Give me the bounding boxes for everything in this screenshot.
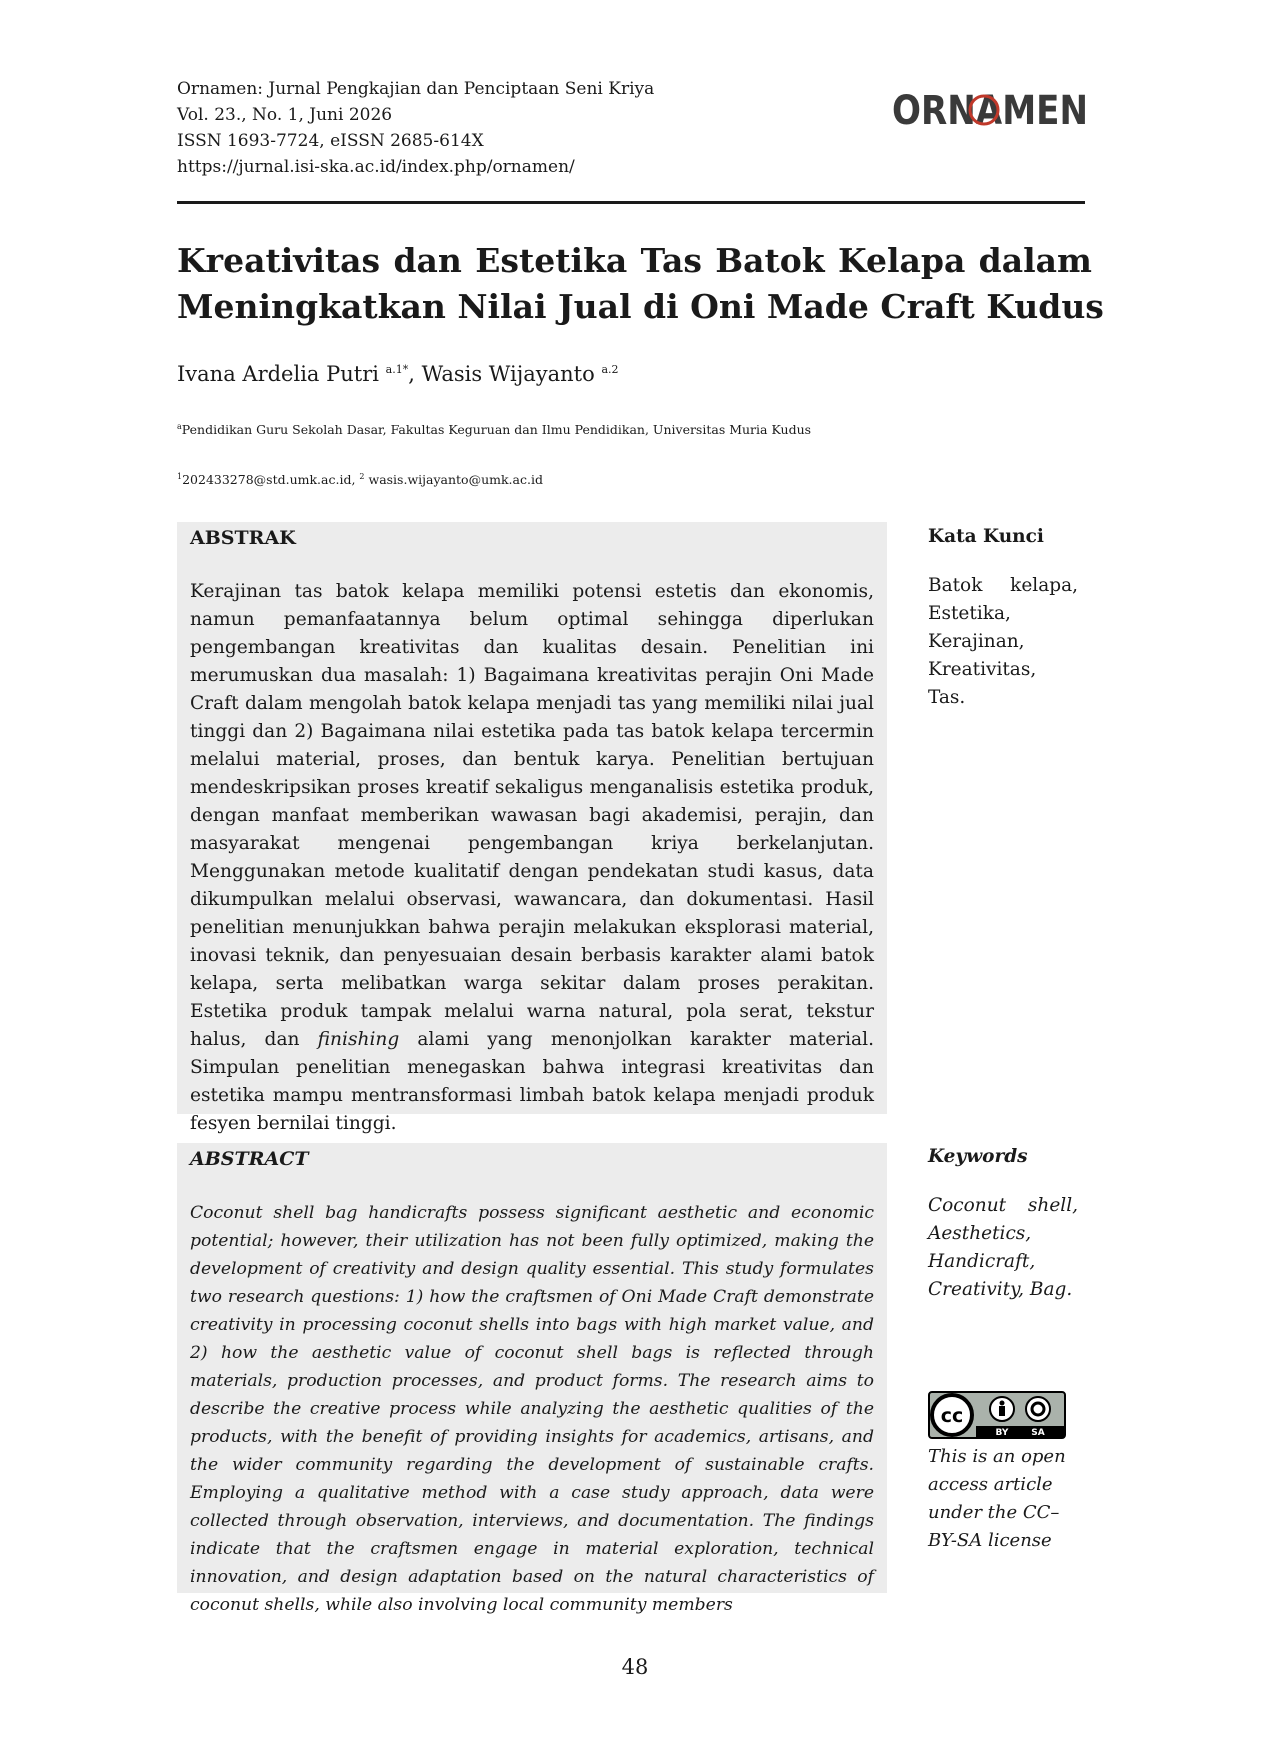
affiliation	[177, 422, 811, 437]
journal-name: Ornamen: Jurnal Pengkajian dan Penciptaan Seni Kriya	[177, 79, 655, 99]
title-line-1	[177, 238, 1092, 284]
email-mark: 1	[177, 472, 183, 481]
email-1[interactable]: 202433278@std.umk.ac.id,	[182, 472, 360, 488]
abstract-heading: ABSTRACT	[190, 1148, 309, 1170]
by-glyph: BY	[995, 1428, 1009, 1438]
abstrak-text-part: alami yang menonjolkan karakter material. Simpulan penelitian menegaskan bahwa integrasi kreativitas dan estetika mampu mentransformasi limbah batok kelapa menjadi produk fesyen bernilai tinggi.	[190, 1029, 874, 1134]
title-word: dalam	[978, 241, 1092, 280]
abstrak-text-part: Kerajinan tas batok kelapa memiliki potensi estetis dan ekonomis, namun pemanfaatannya belum optimal sehingga diperlukan pengembangan kreativitas dan kualitas desain. Penelitian ini merumuskan dua masalah: 1) Bagaimana kreativitas perajin Oni Made Craft dalam mengolah batok kelapa menjadi tas yang memiliki nilai jual tinggi dan 2) Bagaimana nilai estetika pada tas batok kelapa tercermin melalui material, proses, dan bentuk karya. Penelitian bertujuan mendeskripsikan proses kreatif sekaligus menganalisis estetika produk, dengan manfaat memberikan wawasan bagi akademisi, perajin, dan masyarakat mengenai pengembangan kriya berkelanjutan. Menggunakan metode kualitatif dengan pendekatan studi kasus, data dikumpulkan melalui observasi, wawancara, dan dokumentasi. Hasil penelitian menunjukkan bahwa perajin melakukan eksplorasi material, inovasi teknik, dan penyesuaian desain berbasis karakter alami batok kelapa, serta melibatkan warga sekitar dalam proses perakitan. Estetika produk tampak melalui warna natural, pola serat, tekstur halus, dan	[190, 581, 874, 1050]
author-affiliation-mark: a.1*	[385, 363, 409, 376]
kata-kunci-heading: Kata Kunci	[928, 526, 1044, 547]
kata-kunci-section	[928, 526, 1078, 712]
abstrak-heading: ABSTRAK	[190, 527, 296, 549]
author-emails	[177, 472, 543, 487]
affiliation-text: Pendidikan Guru Sekolah Dasar, Fakultas Keguruan dan Ilmu Pendidikan, Universitas Muria Kudus	[181, 422, 812, 438]
cc-glyph: cc	[940, 1405, 964, 1427]
abstrak-box	[177, 522, 887, 1134]
author-list	[177, 362, 619, 386]
title-word: Tas	[640, 241, 702, 280]
author-name: Ivana Ardelia Putri	[177, 362, 379, 386]
sa-glyph: SA	[1031, 1428, 1045, 1438]
journal-header	[177, 76, 654, 180]
affiliation-mark: a	[177, 422, 182, 431]
title-word: Kelapa	[838, 241, 966, 280]
logo-text: ORNAMEN	[892, 88, 1088, 134]
author-separator: ,	[408, 362, 422, 386]
license-text: This is an open access article under the CC–BY-SA license	[928, 1446, 1066, 1551]
author-name: Wasis Wijayanto	[421, 362, 595, 386]
title-word: Estetika	[475, 241, 628, 280]
keywords-heading: Keywords	[928, 1146, 1028, 1167]
paper-title	[177, 238, 1104, 330]
journal-url[interactable]: https://jurnal.isi-ska.ac.id/index.php/ornamen/	[177, 157, 575, 177]
kata-kunci-text: Batok kelapa, Estetika, Kerajinan, Kreativitas, Tas.	[928, 575, 1078, 708]
abstrak-italic-term: finishing	[317, 1029, 400, 1050]
abstrak-text	[190, 578, 874, 1138]
title-word: dan	[393, 241, 462, 280]
author-affiliation-mark: a.2	[601, 363, 619, 376]
keywords-text: Coconut shell, Aesthetics, Handicraft, Creativity, Bag.	[928, 1195, 1078, 1300]
email-mark: 2	[359, 472, 365, 481]
page-number: 48	[621, 1655, 649, 1679]
email-2[interactable]: wasis.wijayanto@umk.ac.id	[364, 472, 543, 488]
title-line-2: Meningkatkan Nilai Jual di Oni Made Craft Kudus	[177, 287, 1104, 326]
journal-issn: ISSN 1693-7724, eISSN 2685-614X	[177, 131, 484, 151]
journal-volume: Vol. 23., No. 1, Juni 2026	[177, 105, 393, 125]
cc-by-sa-badge-icon[interactable]	[928, 1391, 1066, 1439]
title-word: Batok	[715, 241, 825, 280]
keywords-section	[928, 1146, 1078, 1304]
abstract-box	[177, 1143, 887, 1615]
ornamen-logo	[892, 80, 1092, 136]
header-divider	[177, 201, 1085, 204]
title-word: Kreativitas	[177, 241, 381, 280]
abstract-text: Coconut shell bag handicrafts possess significant aesthetic and economic potential; however, their utilization has not been fully optimized, making the development of creativity and design quality essential. This study formulates two research questions: 1) how the craftsmen of Oni Made Craft demonstrate creativity in processing coconut shells into bags with high market value, and 2) how the aesthetic value of coconut shell bags is reflected through materials, production processes, and product forms. The research aims to describe the creative process while analyzing the aesthetic qualities of the products, with the benefit of providing insights for academics, artisans, and the wider community regarding the development of sustainable crafts. Employing a qualitative method with a case study approach, data were collected through observation, interviews, and documentation. The findings indicate that the craftsmen engage in material exploration, technical innovation, and design adaptation based on the natural characteristics of coconut shells, while also involving local community members	[190, 1203, 874, 1615]
